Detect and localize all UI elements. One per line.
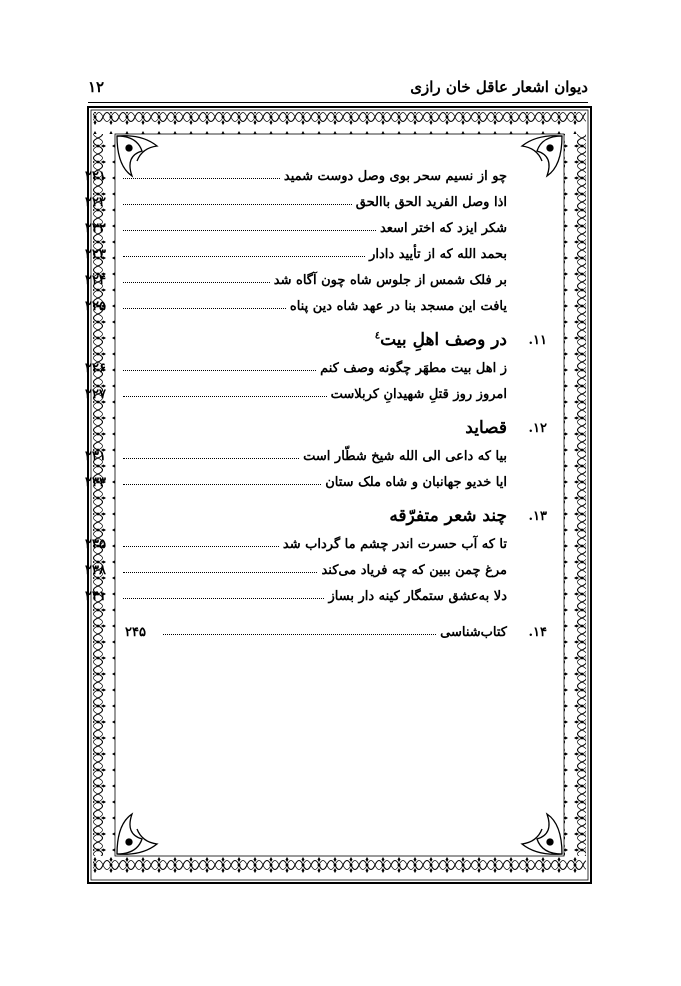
footnote-marker: ٤ xyxy=(374,330,381,342)
dot-leader xyxy=(123,598,324,599)
entry-page: ۲۲۲ xyxy=(85,195,106,210)
dot-leader xyxy=(123,370,316,371)
entry-page: ۲۲۴ xyxy=(85,273,106,288)
toc-entry[interactable] xyxy=(85,552,547,578)
toc-entry[interactable] xyxy=(85,526,547,552)
toc-entry[interactable] xyxy=(85,464,547,490)
section-number: ۱۱. xyxy=(528,333,547,348)
entry-page: ۲۳۱ xyxy=(85,449,106,464)
book-title: دیوان اشعار عاقل خان رازی xyxy=(410,78,588,96)
entry-title: چو از نسیم سحر بوی وصل دوست شمید xyxy=(283,169,507,184)
toc-entry[interactable] xyxy=(85,376,547,402)
entry-title: امروز روز قتلِ شهیدانِ کربلاست xyxy=(330,387,507,402)
toc-entry[interactable] xyxy=(85,158,547,184)
section-heading-12[interactable] xyxy=(125,408,547,438)
entry-page: ۲۲۲ xyxy=(85,221,106,236)
dot-leader xyxy=(123,230,376,231)
entry-title: بیا که داعی الی الله شیخ شطّار است xyxy=(303,449,507,464)
entry-page: ۲۳۵ xyxy=(85,537,106,552)
toc-entry[interactable] xyxy=(85,184,547,210)
entry-page: ۲۲۶ xyxy=(85,361,106,376)
entry-page: ۲۲۱ xyxy=(85,169,106,184)
entry-title: بحمد الله که از تأیید دادار xyxy=(369,247,507,262)
entry-title: دلا به‌عشق ستمگار کینه دار بساز xyxy=(328,589,507,604)
section-heading-14[interactable] xyxy=(125,614,547,640)
toc-entry[interactable] xyxy=(85,210,547,236)
section-number: ۱۴. xyxy=(528,625,547,640)
section-title-text: در وصف اهلِ بیت xyxy=(380,330,507,350)
section-title: کتاب‌شناسی xyxy=(440,625,507,640)
section-title: قصاید xyxy=(465,418,507,438)
toc-entry[interactable] xyxy=(85,438,547,464)
toc-entry[interactable] xyxy=(85,236,547,262)
dot-leader xyxy=(123,546,279,547)
toc-entry[interactable] xyxy=(85,350,547,376)
entry-page: ۲۲۳ xyxy=(85,247,106,262)
entry-title: مرغ چمن ببین که چه فریاد می‌کند xyxy=(321,563,507,578)
entry-page: ۲۴۵ xyxy=(125,625,146,640)
entry-title: شکر ایزد که اختر اسعد xyxy=(379,221,507,236)
entry-page: ۲۴۱ xyxy=(85,589,106,604)
dot-leader xyxy=(123,396,327,397)
dot-leader xyxy=(123,308,286,309)
dot-leader xyxy=(123,204,352,205)
section-title: چند شعر متفرّقه xyxy=(389,506,507,526)
dot-leader xyxy=(123,484,321,485)
toc-entry[interactable] xyxy=(85,578,547,604)
section-title xyxy=(375,330,507,350)
dot-leader xyxy=(123,256,365,257)
table-of-contents xyxy=(85,158,547,640)
toc-entry[interactable] xyxy=(85,262,547,288)
section-heading-11[interactable] xyxy=(125,320,547,350)
entry-page: ۲۲۵ xyxy=(85,299,106,314)
page-number: ۱۲ xyxy=(88,78,105,96)
entry-title: ایا خدیو جهانبان و شاه ملک ستان xyxy=(325,475,507,490)
entry-title: یافت این مسجد بنا در عهد شاه دین پناه xyxy=(289,299,507,314)
dot-leader xyxy=(123,572,317,573)
section-number: ۱۳. xyxy=(528,509,547,524)
entry-page: ۲۳۳ xyxy=(85,475,106,490)
entry-page: ۲۳۸ xyxy=(85,563,106,578)
dot-leader xyxy=(123,458,299,459)
entry-title: بر فلک شمس از جلوس شاه چون آگاه شد xyxy=(273,273,507,288)
dot-leader xyxy=(123,282,270,283)
entry-title: تا که آب حسرت اندر چشم ما گرداب شد xyxy=(282,537,507,552)
entry-title: اذا وصل الفرید الحق باالحق xyxy=(355,195,507,210)
header-rule xyxy=(88,102,588,103)
dot-leader xyxy=(123,178,280,179)
section-heading-13[interactable] xyxy=(125,496,547,526)
entry-title: ز اهل بیت مطهَر چگونه وصف کنم xyxy=(320,361,507,376)
entry-page: ۲۲۷ xyxy=(85,387,106,402)
section-number: ۱۲. xyxy=(528,421,547,436)
running-header xyxy=(88,78,588,102)
dot-leader xyxy=(163,634,436,635)
toc-entry[interactable] xyxy=(85,288,547,314)
